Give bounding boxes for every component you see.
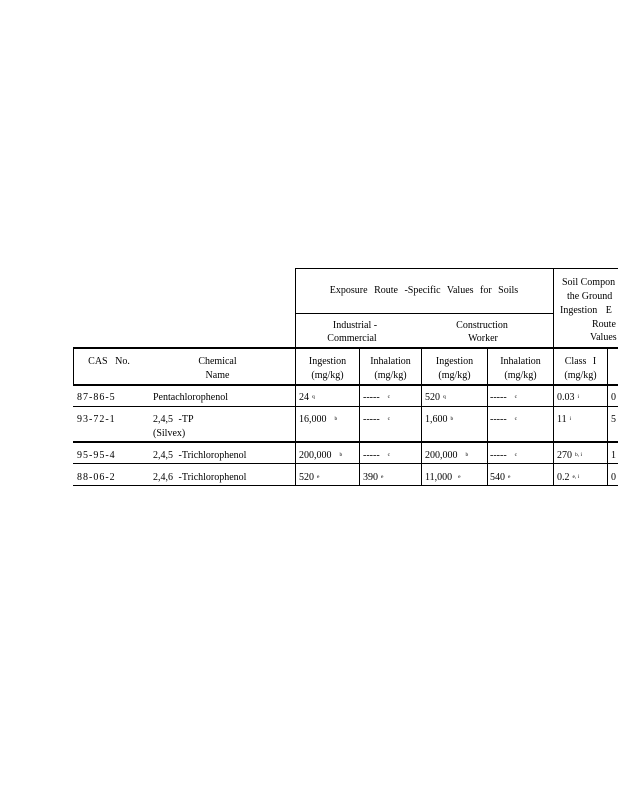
table-rule-row1 bbox=[73, 406, 618, 407]
cell-class1: 270 $^{b, i}$ bbox=[557, 450, 583, 461]
table-rule-group-split bbox=[295, 313, 553, 314]
group-header-soil-component-1: Soil Compon bbox=[562, 277, 616, 288]
cell-ing2: 200,000 $^b$ bbox=[425, 450, 469, 461]
cell-inh1: ----- $^c$ bbox=[363, 392, 391, 403]
cell-ing2: 11,000 $^e$ bbox=[425, 472, 461, 483]
note-inh2: c bbox=[514, 452, 518, 458]
note-class1: i bbox=[569, 416, 572, 422]
cell-ing1: 200,000 $^b$ bbox=[299, 450, 343, 461]
cell-ing1: 16,000 $^b$ bbox=[299, 414, 338, 425]
col-header-ing2-1: Ingestion bbox=[435, 356, 474, 367]
cell-inh2: ----- $^c$ bbox=[490, 392, 518, 403]
col-header-inh2-1: Inhalation bbox=[500, 356, 541, 367]
cell-class1: 0.2 $^{e, i}$ bbox=[557, 472, 580, 483]
cell-cas: 88-06-2 bbox=[77, 472, 116, 483]
table-rule-bottom bbox=[73, 485, 618, 486]
cell-chemical-name: 2,4,5 -TP bbox=[153, 414, 194, 425]
table-rule-header-bottom bbox=[73, 384, 618, 386]
table-vline-col-cut bbox=[607, 347, 608, 486]
cell-class1: 11 $^i$ bbox=[557, 414, 572, 425]
col-header-cas: CAS No. bbox=[88, 356, 130, 367]
cell-ing1: 520 $^e$ bbox=[299, 472, 320, 483]
table-rule-top-group bbox=[295, 268, 618, 269]
cell-cut: 0 bbox=[611, 472, 616, 483]
cell-cas: 93-72-1 bbox=[77, 414, 116, 425]
cell-ing2: 520 $^q$ bbox=[425, 392, 446, 403]
col-header-chemical-1: Chemical bbox=[198, 356, 237, 367]
note-inh1: c bbox=[387, 416, 391, 422]
cell-cas: 87-86-5 bbox=[77, 392, 116, 403]
note-inh1: c bbox=[387, 452, 391, 458]
cell-class1: 0.03 $^i$ bbox=[557, 392, 580, 403]
cell-cut: 1 bbox=[611, 450, 616, 461]
cell-chemical-name-2: (Silvex) bbox=[153, 428, 186, 439]
subheader-construction-1: Construction bbox=[456, 320, 508, 331]
cell-chemical-name: 2,4,5 -Trichlorophenol bbox=[153, 450, 247, 461]
col-header-class1-1: Class I bbox=[564, 356, 597, 367]
group-header-values: Values bbox=[590, 332, 617, 343]
note-ing1: q bbox=[312, 394, 315, 400]
table-rule-row3 bbox=[73, 463, 618, 464]
cell-chemical-name: Pentachlorophenol bbox=[153, 392, 228, 403]
note-ing2: b bbox=[465, 452, 469, 458]
note-inh2: c bbox=[514, 394, 518, 400]
note-inh2: e bbox=[508, 474, 511, 480]
col-header-ing1-1: Ingestion bbox=[308, 356, 347, 367]
col-header-chemical-2: Name bbox=[205, 370, 230, 381]
group-header-exposure: Exposure Route -Specific Values for Soils bbox=[329, 285, 519, 296]
cell-ing2: 1,600 $^b$ bbox=[425, 414, 454, 425]
note-inh1: e bbox=[381, 474, 384, 480]
note-ing2: e bbox=[458, 474, 461, 480]
note-inh2: c bbox=[514, 416, 518, 422]
note-ing2: b bbox=[450, 416, 454, 422]
col-header-ing1-2: (mg/kg) bbox=[311, 370, 344, 381]
cell-cas: 95-95-4 bbox=[77, 450, 116, 461]
col-header-ing2-2: (mg/kg) bbox=[438, 370, 471, 381]
cell-ing1: 24 $^q$ bbox=[299, 392, 315, 403]
subheader-industrial-1: Industrial - bbox=[332, 320, 378, 331]
cell-inh2: 540 $^e$ bbox=[490, 472, 511, 483]
note-ing1: e bbox=[317, 474, 320, 480]
cell-cut: 5 bbox=[611, 414, 616, 425]
note-ing1: b bbox=[339, 452, 343, 458]
cell-chemical-name: 2,4,6 -Trichlorophenol bbox=[153, 472, 247, 483]
cell-inh1: ----- $^c$ bbox=[363, 414, 391, 425]
cell-inh1: 390 $^e$ bbox=[363, 472, 384, 483]
col-header-inh1-1: Inhalation bbox=[370, 356, 411, 367]
note-ing2: q bbox=[443, 394, 446, 400]
col-header-inh1-2: (mg/kg) bbox=[374, 370, 407, 381]
cell-inh2: ----- $^c$ bbox=[490, 414, 518, 425]
group-header-soil-component-3: Ingestion E bbox=[560, 305, 612, 316]
cell-inh2: ----- $^c$ bbox=[490, 450, 518, 461]
note-class1: b, i bbox=[575, 452, 583, 458]
group-header-route: Route bbox=[592, 319, 616, 330]
note-class1: e, i bbox=[572, 474, 580, 480]
col-header-class1-2: (mg/kg) bbox=[564, 370, 597, 381]
note-class1: i bbox=[577, 394, 580, 400]
note-ing1: b bbox=[334, 416, 338, 422]
subheader-construction-2: Worker bbox=[468, 333, 498, 344]
table-rule-header-top bbox=[73, 347, 618, 349]
cell-cut: 0 bbox=[611, 392, 616, 403]
note-inh1: c bbox=[387, 394, 391, 400]
subheader-industrial-2: Commercial bbox=[327, 333, 377, 344]
group-header-soil-component-2: the Ground bbox=[567, 291, 613, 302]
col-header-inh2-2: (mg/kg) bbox=[504, 370, 537, 381]
table-rule-row2 bbox=[73, 441, 618, 443]
cell-inh1: ----- $^c$ bbox=[363, 450, 391, 461]
